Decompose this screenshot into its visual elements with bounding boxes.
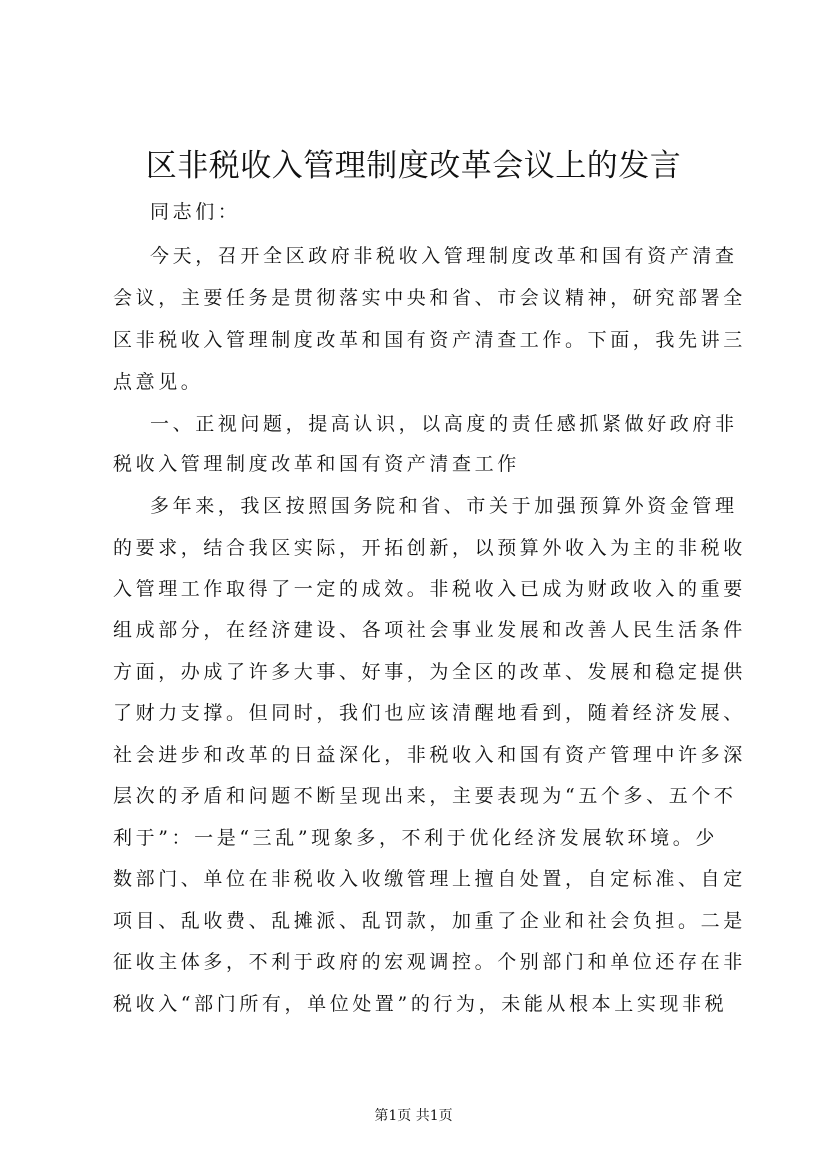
section-heading-line: 税收入管理制度改革和国有资产清查工作 xyxy=(113,453,520,475)
salutation: 同志们： xyxy=(150,201,241,223)
paragraph-line: 数部门、单位在非税收入收缴管理上擅自处置，自定标准、自定 xyxy=(113,868,746,890)
paragraph-line: 利于”：一是“三乱”现象多，不利于优化经济发展软环境。少 xyxy=(113,827,718,849)
paragraph-line: 征收主体多，不利于政府的宏观调控。个别部门和单位还存在非 xyxy=(113,951,746,973)
paragraph-line: 今天，召开全区政府非税收入管理制度改革和国有资产清查 xyxy=(150,245,738,267)
section-heading-line: 一、正视问题，提高认识，以高度的责任感抓紧做好政府非 xyxy=(150,413,738,435)
paragraph-line: 项目、乱收费、乱摊派、乱罚款，加重了企业和社会负担。二是 xyxy=(113,910,746,932)
paragraph-line: 多年来，我区按照国务院和省、市关于加强预算外资金管理 xyxy=(150,495,738,517)
paragraph-line: 税收入“部门所有，单位处置”的行为，未能从根本上实现非税 xyxy=(113,993,728,1015)
paragraph-line: 社会进步和改革的日益深化，非税收入和国有资产管理中许多深 xyxy=(113,744,746,766)
paragraph-line: 了财力支撑。但同时，我们也应该清醒地看到，随着经济发展、 xyxy=(113,702,746,724)
paragraph-line: 方面，办成了许多大事、好事，为全区的改革、发展和稳定提供 xyxy=(113,661,746,683)
paragraph-line: 组成部分，在经济建设、各项社会事业发展和改善人民生活条件 xyxy=(113,619,746,641)
paragraph-line: 的要求，结合我区实际，开拓创新，以预算外收入为主的非税收 xyxy=(113,537,746,559)
paragraph-line: 区非税收入管理制度改革和国有资产清查工作。下面，我先讲三 xyxy=(113,329,746,351)
paragraph-line: 入管理工作取得了一定的成效。非税收入已成为财政收入的重要 xyxy=(113,578,746,600)
paragraph-line: 点意见。 xyxy=(113,371,204,393)
paragraph-line: 会议，主要任务是贯彻落实中央和省、市会议精神，研究部署全 xyxy=(113,287,746,309)
paragraph-line: 层次的矛盾和问题不断呈现出来，主要表现为“五个多、五个不 xyxy=(113,785,737,807)
page-number-footer: 第1页 共1页 xyxy=(374,1108,453,1124)
document-title: 区非税收入管理制度改革会议上的发言 xyxy=(145,148,682,184)
